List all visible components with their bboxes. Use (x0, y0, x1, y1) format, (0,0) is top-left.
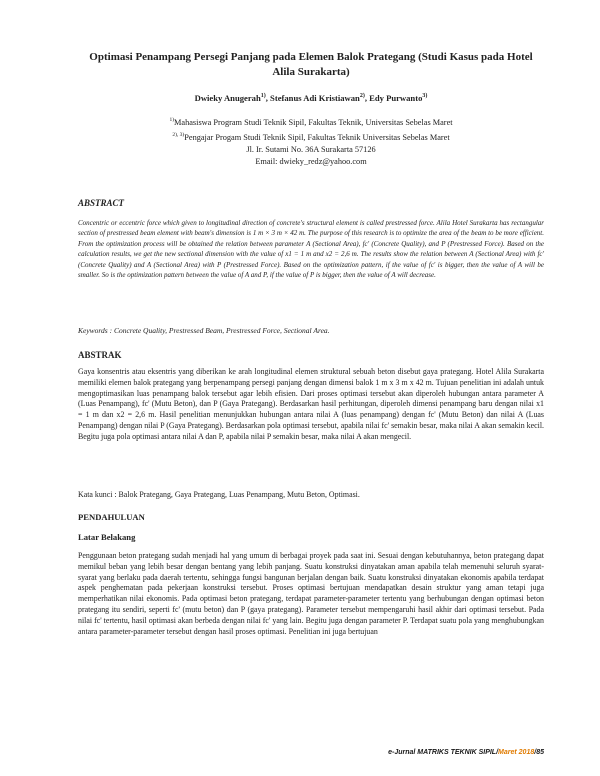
author-list (78, 93, 544, 103)
affiliation-address: Jl. Ir. Sutami No. 36A Surakarta 57126 (246, 144, 376, 154)
author-2-mark: 2) (359, 93, 365, 100)
affiliation-2-mark: 2), 3) (172, 131, 185, 138)
footer-page-number: 85 (536, 749, 544, 756)
journal-footer (388, 749, 544, 756)
footer-date: Maret 2018 (498, 749, 535, 756)
author-1: Dwieky Anugerah (194, 93, 261, 103)
affiliation-email: Email: dwieky_redz@yahoo.com (255, 156, 367, 166)
affiliation-2 (78, 129, 544, 144)
affiliation-1-mark: 1) (169, 117, 175, 123)
affiliation-1-text: Mahasiswa Program Studi Teknik Sipil, Fakultas Teknik, Universitas Sebelas Maret (174, 117, 453, 127)
section-heading: PENDAHULUAN (78, 512, 145, 522)
author-3-mark: 3) (422, 93, 428, 100)
affiliation-1 (78, 114, 544, 129)
author-3: , Edy Purwanto (364, 93, 423, 103)
author-1-mark: 1) (260, 93, 266, 100)
footer-journal: e-Jurnal MATRIKS TEKNIK SIPIL (388, 749, 497, 756)
footer-separator: / (496, 749, 499, 756)
abstrak-text: Gaya konsentris atau eksentris yang diberikan ke arah longitudinal elemen struktural sebuah beton disebut gaya prategang. Hotel Alila Surakarta memiliki elemen balok prategang yang berpenampang persegi panjang dengan dimensi balok 1 m x 3 m x 42 m. Tujuan penelitian ini adalah untuk mengoptimasikan luas penampang balok tersebut agar lebih efisien. Dari proses optimasi tersebut akan diperoleh hubungan antara parameter A (Luas Penampang), fc' (Mutu Beton), dan P (Gaya Prategang). Berdasarkan hasil perhitungan, diperoleh dimensi penampang baru dengan nilai x1 = 1 m dan x2 = 2,6 m. Hasil penelitian menunjukkan hubungan antara nilai A (luas penampang) dengan fc' (Mutu Beton) dan nilai A (Luas Penampang) dengan nilai P (Gaya Prategang). Berdasarkan pola optimasi tersebut, apabila nilai fc' semakin besar, maka nilai A akan semakin kecil. Begitu juga pola optimasi antara nilai A dan P, apabila nilai P semakin besar, maka nilai A akan mengecil. (78, 367, 544, 441)
author-2: , Stefanus Adi Kristiawan (265, 93, 360, 103)
abstrak-heading: ABSTRAK (78, 350, 122, 360)
footer-page-separator: / (534, 749, 537, 756)
subsection-heading: Latar Belakang (78, 532, 136, 542)
introduction-text: Penggunaan beton prategang sudah menjadi hal yang umum di berbagai proyek pada saat ini. Sesuai dengan kebutuhannya, beton prategang dapat memikul beban yang lebih besar dengan bentang yang lebih panjang. Suatu konstruksi dinyatakan aman apabila telah memenuhi seluruh syarat-syarat yang berlaku pada daerah tertentu, sehingga fungsi bangunan berjalan dengan baik. Suatu konstruksi dinyatakan ekonomis apabila terdapat aspek penghematan pada pekerjaan konstruksi tersebut. Proses optimasi bertujuan mendapatkan desain struktur yang aman tetapi juga memperhatikan nilai ekonomis. Pada optimasi beton prategang, terdapat parameter-parameter tertentu yang berhubungan dengan optimasi beton prategang itu sendiri, seperti fc' (mutu beton) dan P (gaya prategang). Parameter tersebut mempengaruhi hasil akhir dari optimasi tersebut. Pada nilai fc' tertentu, hasil optimasi akan berbeda dengan nilai fc' yang lain. Begitu juga dengan parameter P. Terdapat suatu pola yang menghubungkan antara parameter-parameter tersebut dengan hasil proses optimasi. Penelitian ini juga bertujuan (78, 551, 544, 636)
affiliation-2-text: Pengajar Progam Studi Teknik Sipil, Fakultas Teknik Universitas Sebelas Maret (184, 132, 450, 142)
abstract-heading: ABSTRACT (78, 198, 125, 208)
affiliations (78, 114, 544, 168)
abstrak-keywords: Kata kunci : Balok Prategang, Gaya Prategang, Luas Penampang, Mutu Beton, Optimasi. (78, 490, 360, 499)
abstract-text: Concentric or eccentric force which given to longitudinal direction of concrete's structural element is called prestressed force. Alila Hotel Surakarta has rectangular section of prestressed beam element with beam's dimension is 1 m × 3 m × 42 m. The purpose of this research is to optimize the area of the beam to be more efficient. From the optimization process will be obtained the relation between parameter A (Sectional Area), fc' (Concrete Quality), and P (Prestressed Force). Based on the calculation results, we get the new sectional dimension with the value of x1 = 1 m and x2 = 2,6 m. The results show the relation between A (Sectional Area) with fc' (Concrete Quality) and A (Sectional Area) with P (Prestressed Force). Based on the optimization pattern, if the value of fc' is bigger, then the value of A will be smaller. So is the optimization pattern between the value of A and P, if the value of P is bigger, then the value of A will decrease. (78, 219, 544, 280)
paper-title: Optimasi Penampang Persegi Panjang pada Elemen Balok Prategang (Studi Kasus pada Hotel Alila Surakarta) (89, 51, 533, 78)
abstract-keywords: Keywords : Concrete Quality, Prestressed Beam, Prestressed Force, Sectional Area. (78, 326, 330, 335)
